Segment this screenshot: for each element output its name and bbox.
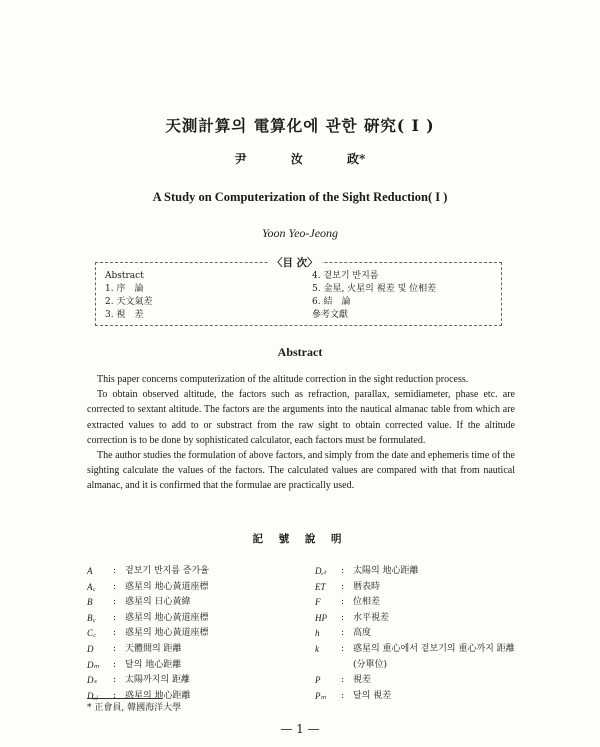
symbol-row [87, 595, 209, 611]
symbol: ET [315, 581, 326, 592]
english-author: Yoon Yeo-Jeong [261, 226, 339, 240]
abstract-paragraph: The author studies the formulation of above factors, and simply from the date and ephemeris time of the sighting calculate the values of the factors. The calculated values are compared with that from nautical almanac, and it is confirmed that the formulae are practically used. [87, 450, 515, 492]
symbols-left-column [87, 564, 209, 704]
symbol: D [87, 643, 94, 654]
symbol-description: 달의 地心距離 [125, 659, 182, 670]
symbol-description: 惑星의 地心黃道座標 [125, 628, 209, 639]
symbol-separator: : [341, 597, 345, 608]
symbol-description: 位相差 [353, 597, 381, 608]
symbol-row [87, 611, 209, 627]
page-number: — 1 — [280, 722, 320, 736]
symbol-row [315, 673, 515, 689]
symbol-separator: : [113, 612, 117, 623]
symbol-separator: : [341, 566, 345, 576]
symbol-separator: : [341, 581, 345, 592]
symbol-description: 太陽까지의 距離 [125, 675, 190, 686]
symbol-description: 視差 [353, 675, 372, 686]
symbol-separator: : [113, 690, 117, 701]
symbol: Dₘ [87, 659, 100, 670]
symbol: A [87, 566, 93, 576]
symbol-row [87, 642, 209, 658]
english-title: A Study on Computerization of the Sight Reduction( I ) [152, 190, 448, 204]
symbol-separator: : [341, 643, 345, 654]
symbols-heading: 記 號 說 明 [252, 533, 348, 545]
abstract-paragraph: This paper concerns computerization of the altitude correction in the sight reduction process. [97, 374, 469, 385]
symbol: h [315, 628, 320, 639]
symbol-row [315, 626, 515, 642]
symbol-description: 겉보기 반지름 증가율 [125, 566, 209, 576]
abstract-body [87, 372, 515, 494]
korean-title: 天測計算의 電算化에 관한 硏究( I ) [165, 116, 435, 135]
abstract-heading: Abstract [277, 345, 323, 359]
toc-item: 4. 겉보기 반지름 [312, 271, 379, 281]
symbols-right-column [315, 564, 515, 704]
symbol-separator: : [113, 566, 117, 576]
symbol-description: 惑星의 地心黃道座標 [125, 581, 209, 592]
symbol: A꜀ [87, 581, 96, 592]
symbol-separator: : [113, 659, 117, 670]
symbol-row [87, 658, 209, 674]
symbol-row [315, 564, 515, 580]
symbol-row [87, 626, 209, 642]
symbol: P [315, 675, 321, 686]
table-of-contents-box [95, 262, 502, 326]
symbol: Dₛ [87, 675, 97, 686]
symbol: HP [315, 612, 327, 623]
symbol: Pₘ [315, 690, 327, 701]
symbol-row [315, 689, 515, 705]
symbol-separator: : [341, 628, 345, 639]
symbol-description: 天體間의 距離 [125, 643, 182, 654]
symbol: Dₑₜ [315, 566, 327, 576]
symbol-description: 惑星의 地心距離 [125, 690, 191, 701]
toc-right-column [312, 270, 436, 322]
symbol-separator [341, 658, 353, 674]
abstract-paragraph: To obtain observed altitude, the factors such as refraction, parallax, semidiameter, phase etc. are corrected to sextant altitude. The factors are the arguments into the nautical almanac table from which are extracted values to add to or substract from the raw sight to obtain corrected value. If the altitude correction is to be done by sophisticated calculator, each factors must be formulated. [87, 389, 515, 446]
footnote: * 正會員, 韓國海洋大學 [87, 703, 182, 713]
toc-item: 5. 金星, 火星의 視差 및 位相差 [312, 284, 437, 294]
toc-item: 2. 天文氣差 [105, 297, 153, 307]
toc-item: 6. 結 論 [312, 297, 351, 307]
symbol-description: 暦表時 [353, 581, 381, 592]
symbol-row [315, 580, 515, 596]
symbol: B [87, 597, 93, 608]
symbol-row [315, 595, 515, 611]
symbol-separator: : [113, 675, 117, 686]
symbol-separator: : [113, 581, 117, 592]
symbol-separator: : [341, 612, 345, 623]
toc-heading: 〈目 次〉 [268, 255, 322, 270]
symbol-description: 惑星의 重心에서 겉보기의 重心까지 距離 [353, 643, 515, 654]
symbol: B꜀ [87, 612, 96, 623]
symbol-separator: : [341, 690, 345, 701]
symbol [315, 658, 341, 674]
symbol-separator: : [341, 675, 345, 686]
symbol-separator: : [113, 643, 117, 654]
korean-author: 尹 汝 政* [234, 152, 366, 166]
symbol-description: 달의 視差 [353, 690, 392, 701]
toc-item: 參考文獻 [312, 310, 349, 320]
symbol-description: (分單位) [353, 659, 388, 670]
symbol-description: 水平視差 [353, 612, 390, 623]
symbol-row [315, 642, 515, 658]
footnote-rule [87, 698, 162, 699]
symbol-row [87, 673, 209, 689]
symbol-description: 太陽의 地心距離 [353, 566, 419, 576]
symbol-description: 惑星의 地心黃道座標 [125, 612, 209, 623]
symbol: F [315, 597, 321, 608]
symbol-description: 高度 [353, 628, 372, 639]
symbol-row [315, 611, 515, 627]
symbol-row [315, 658, 515, 674]
toc-item: Abstract [105, 271, 144, 281]
toc-left-column [105, 270, 152, 322]
symbol-row [87, 580, 209, 596]
symbol-separator: : [113, 597, 117, 608]
symbol: Dₑⱼ [87, 690, 98, 701]
symbol-description: 惑星의 日心黃緯 [125, 597, 191, 608]
symbol-row [87, 564, 209, 580]
symbol: C꜀ [87, 628, 97, 639]
toc-item: 3. 視 差 [105, 310, 144, 320]
toc-item: 1. 序 論 [105, 284, 144, 294]
symbol: k [315, 643, 319, 654]
symbol-separator: : [113, 628, 117, 639]
